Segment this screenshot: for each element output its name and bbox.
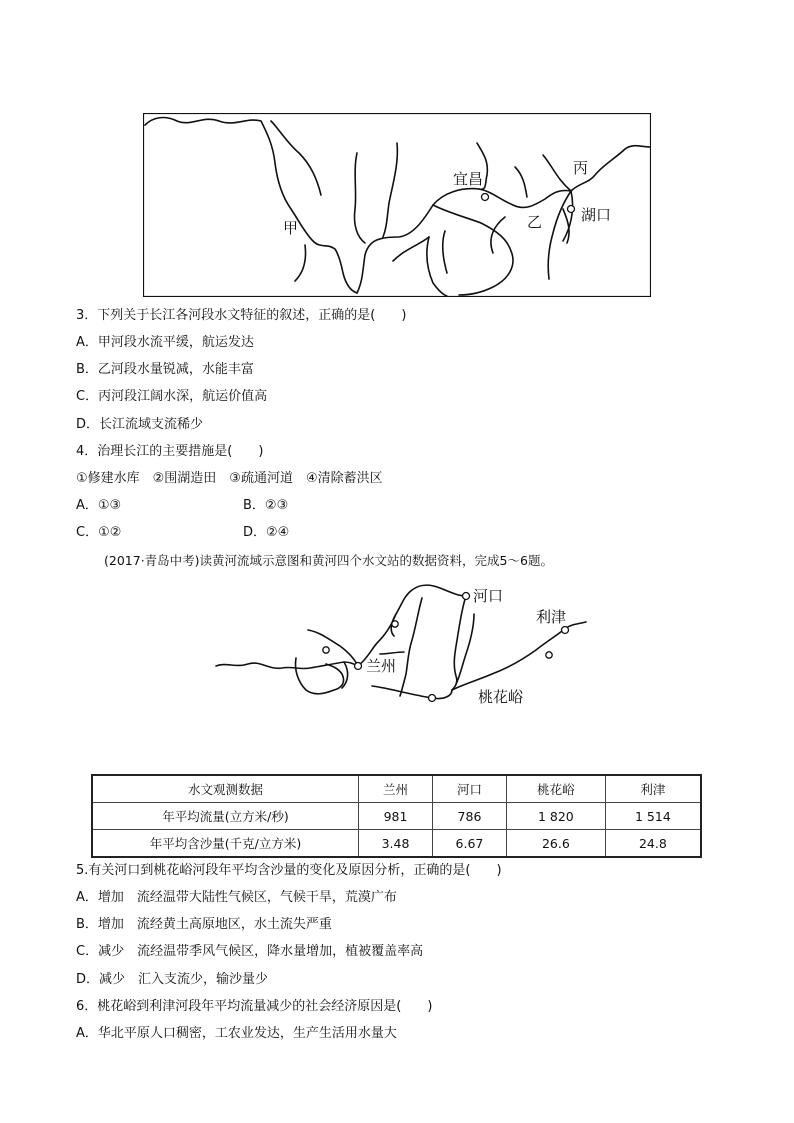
table-cell: 1 820 bbox=[506, 803, 605, 830]
label-taohuayu: 桃花峪 bbox=[478, 688, 524, 706]
question-4-option-a: A．①③ bbox=[76, 498, 122, 513]
question-4-option-c: C．①② bbox=[76, 525, 122, 540]
label-jia: 甲 bbox=[283, 219, 299, 237]
label-lanzhou: 兰州 bbox=[366, 657, 397, 675]
table-header-cell: 利津 bbox=[605, 775, 701, 803]
question-5-option-a: A．增加 流经温带大陆性气候区，气候干旱，荒漠广布 bbox=[76, 890, 397, 905]
question-3-option-b: B．乙河段水量锐减，水能丰富 bbox=[76, 362, 254, 377]
question-4-measures: ①修建水库 ②围湖造田 ③疏通河道 ④清除蓄洪区 bbox=[76, 471, 383, 486]
table-header-cell: 河口 bbox=[432, 775, 506, 803]
question-6-option-a: A．华北平原人口稠密，工农业发达，生产生活用水量大 bbox=[76, 1026, 397, 1041]
table-cell: 981 bbox=[359, 803, 433, 830]
question-3-option-d: D．长江流域支流稀少 bbox=[76, 417, 204, 432]
hydrology-data-table bbox=[91, 774, 702, 858]
table-cell: 3.48 bbox=[359, 830, 433, 858]
table-cell: 年平均含沙量(千克/立方米) bbox=[92, 830, 359, 858]
question-5-stem: 5.有关河口到桃花峪河段年平均含沙量的变化及原因分析，正确的是( ) bbox=[76, 863, 502, 878]
table-cell: 26.6 bbox=[506, 830, 605, 858]
table-row bbox=[92, 830, 701, 858]
table-row bbox=[92, 803, 701, 830]
question-3-option-a: A．甲河段水流平缓，航运发达 bbox=[76, 335, 254, 350]
label-yichang: 宜昌 bbox=[453, 170, 484, 188]
section-intro: (2017·青岛中考)读黄河流域示意图和黄河四个水文站的数据资料，完成5～6题。 bbox=[104, 553, 553, 568]
yangtze-river-map bbox=[143, 113, 651, 297]
yellow-river-map bbox=[212, 578, 590, 713]
table-cell: 1 514 bbox=[605, 803, 701, 830]
question-3-option-c: C．丙河段江阔水深，航运价值高 bbox=[76, 389, 268, 404]
question-6-stem: 6．桃花峪到利津河段年平均流量减少的社会经济原因是( ) bbox=[76, 999, 433, 1014]
question-5-option-d: D．减少 汇入支流少，输沙量少 bbox=[76, 972, 269, 987]
table-header-cell: 桃花峪 bbox=[506, 775, 605, 803]
table-header-cell: 水文观测数据 bbox=[92, 775, 359, 803]
table-cell: 24.8 bbox=[605, 830, 701, 858]
question-4-option-b: B．②③ bbox=[243, 498, 289, 513]
label-bing: 丙 bbox=[573, 159, 589, 177]
question-4-stem: 4．治理长江的主要措施是( ) bbox=[76, 444, 264, 459]
table-header-row bbox=[92, 775, 701, 803]
question-5-option-b: B．增加 流经黄土高原地区，水土流失严重 bbox=[76, 917, 332, 932]
label-hekou: 河口 bbox=[473, 587, 504, 605]
question-3-stem: 3．下列关于长江各河段水文特征的叙述，正确的是( ) bbox=[76, 308, 407, 323]
question-5-option-c: C．减少 流经温带季风气候区，降水量增加，植被覆盖率高 bbox=[76, 944, 424, 959]
table-cell: 6.67 bbox=[432, 830, 506, 858]
label-yi: 乙 bbox=[527, 213, 543, 231]
table-cell: 年平均流量(立方米/秒) bbox=[92, 803, 359, 830]
table-header-cell: 兰州 bbox=[359, 775, 433, 803]
label-hukou: 湖口 bbox=[581, 206, 612, 224]
table-cell: 786 bbox=[432, 803, 506, 830]
label-lijin: 利津 bbox=[536, 608, 567, 626]
question-4-option-d: D．②④ bbox=[243, 525, 290, 540]
